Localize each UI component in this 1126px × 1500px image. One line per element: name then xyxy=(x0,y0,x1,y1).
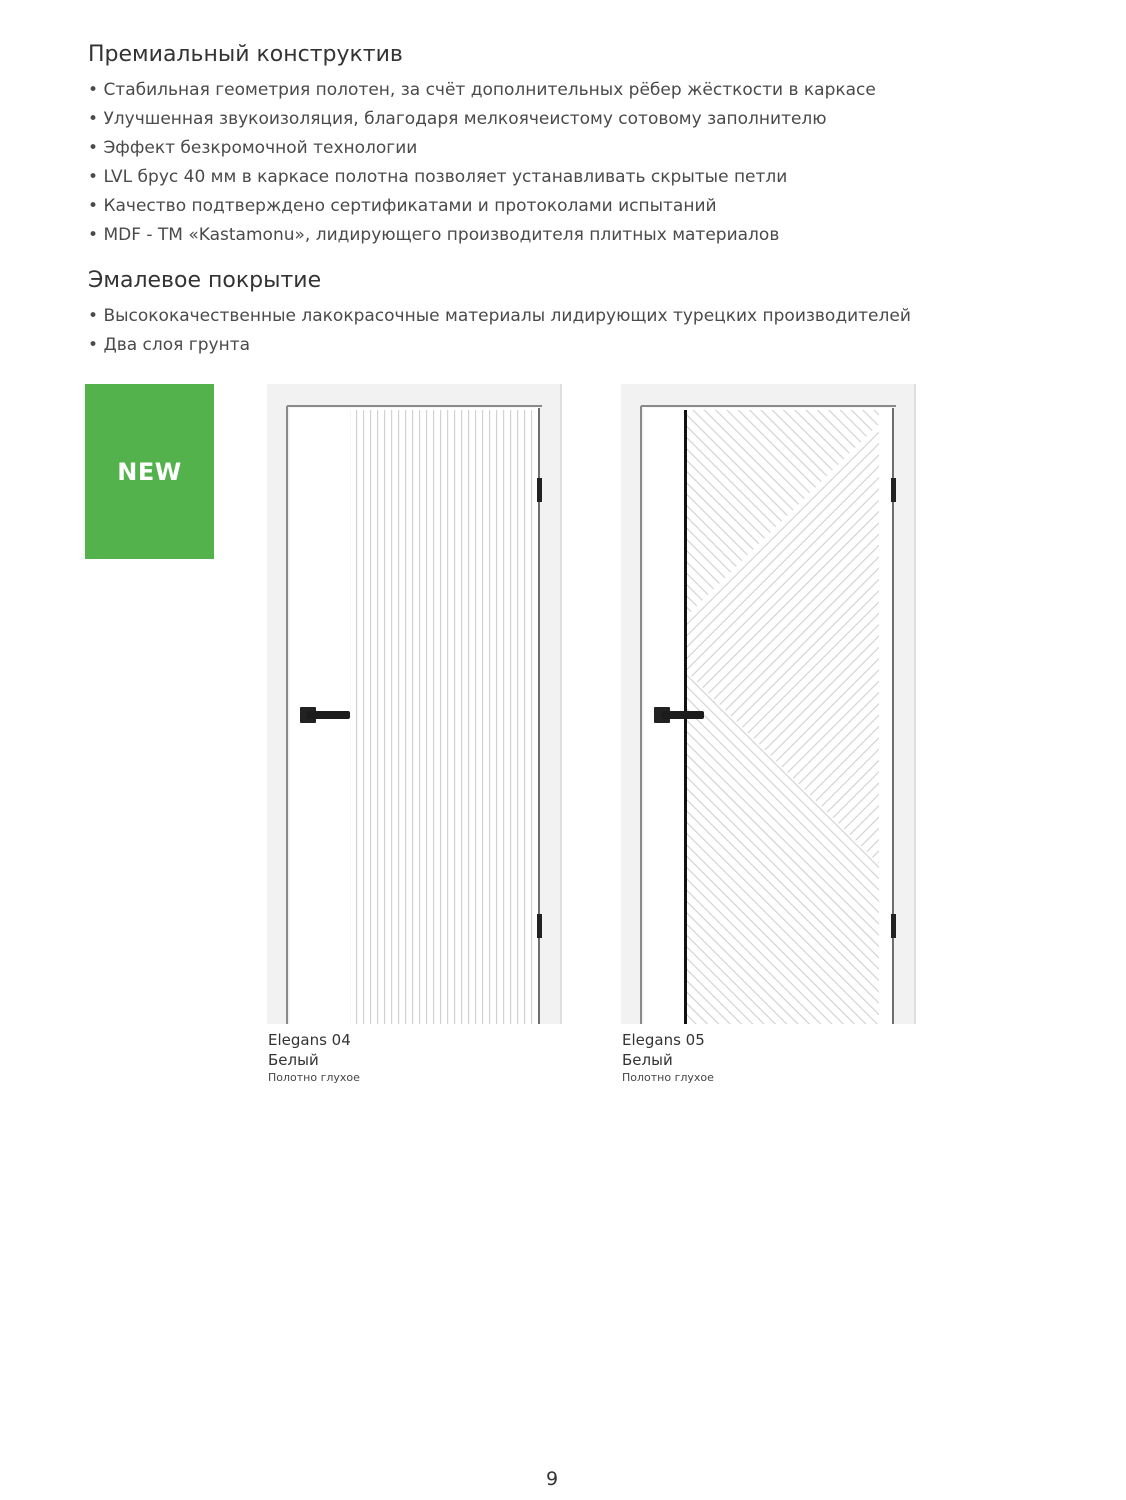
bullet-item: • Два слоя грунта xyxy=(88,331,911,360)
product-color: Белый xyxy=(268,1051,319,1069)
section-enamel-coating xyxy=(88,266,911,360)
bullet-item: • Высококачественные лакокрасочные материалы лидирующих турецких производителей xyxy=(88,302,911,331)
product-model: Elegans 04 xyxy=(268,1031,351,1049)
bullet-item: • Улучшенная звукоизоляция, благодаря мелкоячеистому сотовому заполнителю xyxy=(88,105,876,134)
bullet-item: • Эффект безкромочной технологии xyxy=(88,134,876,163)
door-image-elegans-05 xyxy=(621,384,916,1024)
new-badge xyxy=(85,384,214,559)
bullet-item: • Качество подтверждено сертификатами и протоколами испытаний xyxy=(88,192,876,221)
bullet-list xyxy=(88,302,911,360)
bullet-item: • Стабильная геометрия полотен, за счёт дополнительных рёбер жёсткости в каркасе xyxy=(88,76,876,105)
page-number: 9 xyxy=(545,1468,559,1490)
product-caption xyxy=(622,1030,714,1086)
product-type: Полотно глухое xyxy=(268,1071,360,1084)
section-heading: Премиальный конструктив xyxy=(88,42,403,67)
product-model: Elegans 05 xyxy=(622,1031,705,1049)
product-caption xyxy=(268,1030,360,1086)
section-premium-construction xyxy=(88,40,876,250)
product-type: Полотно глухое xyxy=(622,1071,714,1084)
section-heading: Эмалевое покрытие xyxy=(88,268,322,293)
door-image-elegans-04 xyxy=(267,384,562,1024)
bullet-item: • LVL брус 40 мм в каркасе полотна позволяет устанавливать скрытые петли xyxy=(88,163,876,192)
bullet-list xyxy=(88,76,876,250)
bullet-item: • MDF - ТМ «Kastamonu», лидирующего производителя плитных материалов xyxy=(88,221,876,250)
product-color: Белый xyxy=(622,1051,673,1069)
new-badge-label: NEW xyxy=(117,457,182,486)
